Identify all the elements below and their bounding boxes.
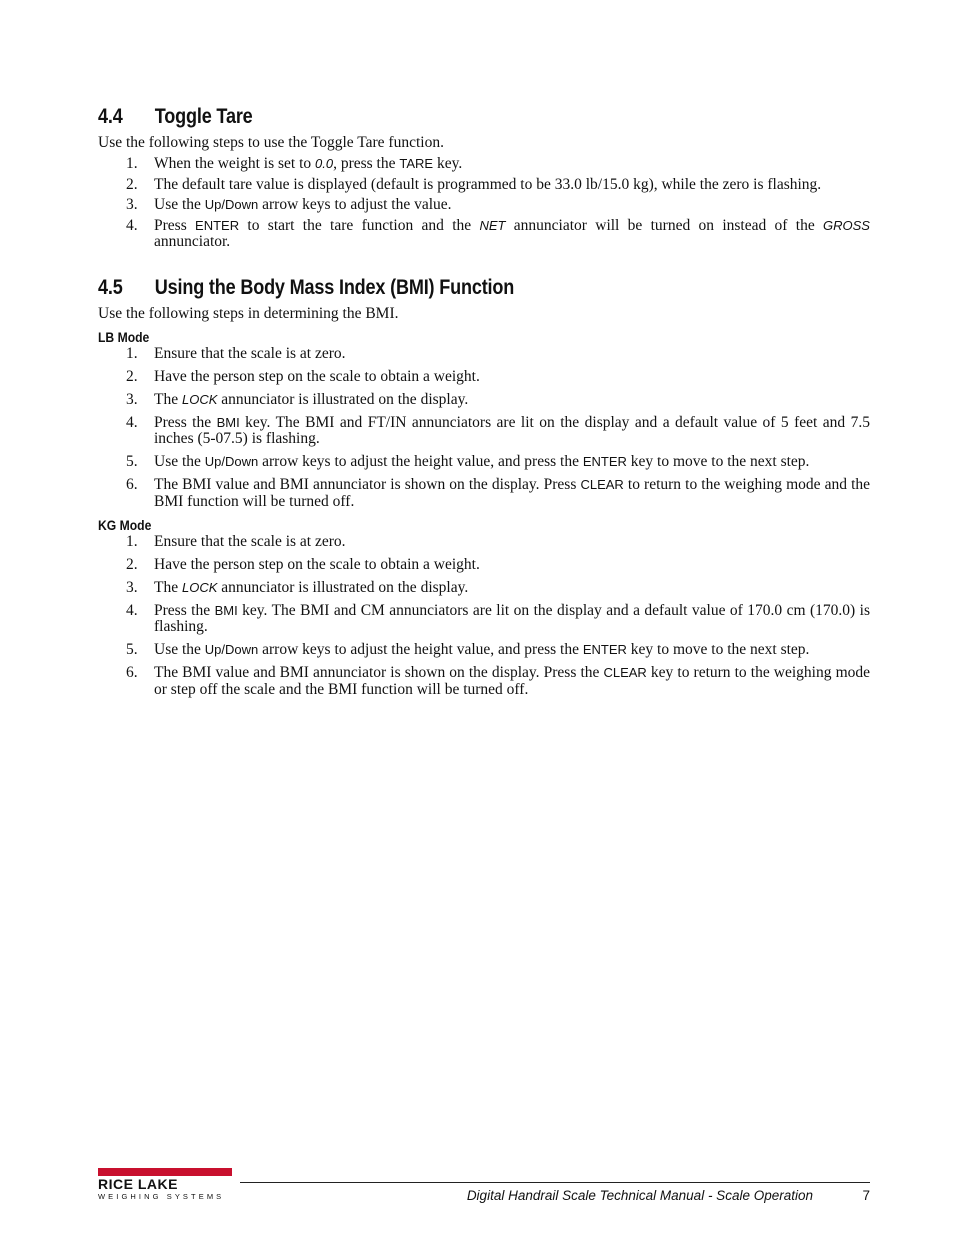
key-name: BMI — [216, 414, 240, 430]
key-name: ENTER — [582, 642, 627, 657]
list-item: 2. Have the person step on the scale to obtain a weight. — [126, 555, 480, 573]
list-item: 6. The BMI value and BMI annunciator is shown on the display. Press the CLEAR key to return to the weighing mode or step off the scale and the BMI function will be turned off. — [126, 664, 871, 698]
key-name: ENTER — [195, 217, 240, 233]
list-item: 2. The default tare value is displayed (default is programmed to be 33.0 lb/15.0 kg), while the zero is flashing. — [126, 175, 822, 193]
list-item: 3. The LOCK annunciator is illustrated on the display. — [126, 390, 469, 408]
page-content — [98, 104, 870, 705]
key-name: CLEAR — [603, 665, 647, 680]
key-name: TARE — [399, 156, 434, 171]
list-item: 4. Press the BMI key. The BMI and CM annunciators are lit on the display and a default value of 170.0 cm (170.0) is flashing. — [126, 601, 870, 635]
list-item: 1. Ensure that the scale is at zero. — [126, 344, 346, 362]
list-item: 4. Press ENTER to start the tare function and the NET annunciator will be turned on instead of the GROSS annunciator. — [126, 216, 870, 250]
logo-tagline: WEIGHING SYSTEMS — [98, 1192, 225, 1201]
list-item: 1. When the weight is set to 0.0, press the TARE key. — [126, 155, 463, 172]
logo-red-bar — [98, 1168, 232, 1176]
key-name: ENTER — [582, 454, 627, 469]
section-number: 4.4 — [98, 105, 123, 128]
section-intro: Use the following steps in determining the BMI. — [98, 304, 399, 322]
key-name: Up/Down — [204, 642, 259, 657]
annunciator-text: NET — [479, 217, 506, 233]
key-name: Up/Down — [204, 197, 259, 212]
list-item: 6. The BMI value and BMI annunciator is shown on the display. Press CLEAR to return to the weighing mode and the BMI function will be turned off. — [126, 476, 871, 510]
key-name: CLEAR — [580, 477, 624, 492]
annunciator-text: LOCK — [181, 391, 218, 407]
rice-lake-logo — [98, 1168, 232, 1201]
annunciator-text: LOCK — [181, 579, 218, 595]
section-title: Using the Body Mass Index (BMI) Function — [154, 275, 515, 299]
section-4-4-heading — [98, 104, 762, 130]
list-item: 5. Use the Up/Down arrow keys to adjust the height value, and press the ENTER key to move to the next step. — [126, 453, 810, 470]
lb-mode-heading: LB Mode — [98, 329, 150, 345]
list-item: 5. Use the Up/Down arrow keys to adjust the height value, and press the ENTER key to move to the next step. — [126, 641, 810, 658]
toggle-tare-steps — [98, 156, 870, 251]
lb-mode-steps — [98, 346, 870, 511]
annunciator-text: 0.0 — [315, 156, 334, 171]
list-item: 4. Press the BMI key. The BMI and FT/IN annunciators are lit on the display and a default value of 5 feet and 7.5 inches (5-07.5) is flashing. — [126, 413, 870, 447]
section-title: Toggle Tare — [154, 105, 253, 128]
key-name: BMI — [214, 602, 238, 618]
list-item: 3. The LOCK annunciator is illustrated on the display. — [126, 578, 469, 596]
section-4-5-heading — [98, 275, 762, 301]
logo-wordmark: RICE LAKE — [98, 1176, 178, 1192]
section-intro: Use the following steps to use the Toggle Tare function. — [98, 134, 444, 151]
page-footer — [98, 1168, 870, 1208]
footer-rule — [240, 1182, 870, 1183]
page-number: 7 — [862, 1188, 870, 1203]
section-number: 4.5 — [98, 275, 123, 299]
annunciator-text: GROSS — [823, 217, 870, 233]
list-item: 1. Ensure that the scale is at zero. — [126, 532, 346, 550]
key-name: Up/Down — [204, 454, 259, 469]
kg-mode-steps — [98, 534, 870, 699]
kg-mode-heading: KG Mode — [98, 517, 152, 533]
list-item: 2. Have the person step on the scale to obtain a weight. — [126, 367, 480, 385]
footer-title: Digital Handrail Scale Technical Manual - Scale Operation — [466, 1188, 813, 1203]
list-item: 3. Use the Up/Down arrow keys to adjust the value. — [126, 196, 452, 213]
